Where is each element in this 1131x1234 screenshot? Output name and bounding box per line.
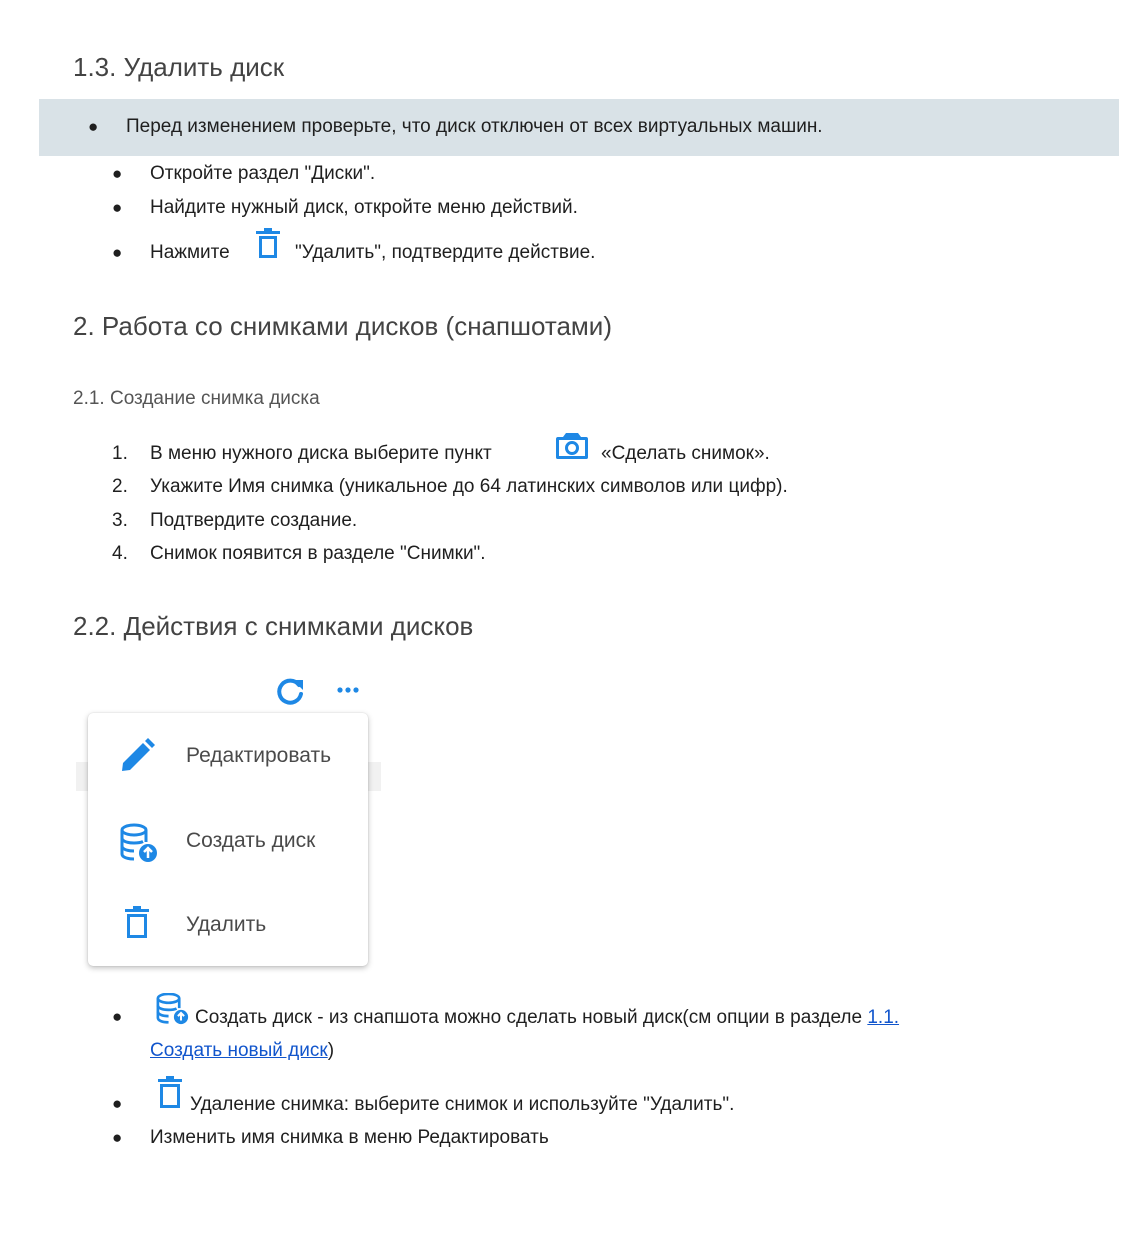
context-menu bbox=[88, 713, 368, 966]
bullet-dot: ● bbox=[112, 1128, 123, 1147]
item-select-snapshot: В меню нужного диска выберите пункт bbox=[150, 443, 492, 464]
bullet-create-disk-text-line2 bbox=[150, 1040, 334, 1062]
note-text: Перед изменением проверьте, что диск отключен от всех виртуальных машин. bbox=[126, 116, 823, 137]
link-section-1-1[interactable]: 1.1. bbox=[867, 1007, 900, 1028]
list-number: 1. bbox=[112, 443, 128, 464]
bullet-dot: ● bbox=[112, 1094, 123, 1113]
bullet-rename-text: Изменить имя снимка в меню Редактировать bbox=[150, 1127, 549, 1148]
bullet-delete-snapshot-text: Удаление снимка: выберите снимок и используйте "Удалить". bbox=[190, 1094, 735, 1115]
database-upload-icon bbox=[155, 993, 191, 1025]
item-confirm: Подтвердите создание. bbox=[150, 510, 358, 531]
bullet-dot: ● bbox=[112, 1007, 123, 1026]
bullet-dot: ● bbox=[112, 243, 123, 262]
trash-icon bbox=[124, 906, 150, 940]
item-snapshot-name: Укажите Имя снимка (уникальное до 64 латинских символов или цифр). bbox=[150, 476, 788, 497]
pencil-icon bbox=[118, 737, 156, 775]
bullet-create-disk-text bbox=[195, 1007, 899, 1029]
menu-item-edit-label[interactable]: Редактировать bbox=[186, 744, 332, 767]
more-horizontal-icon[interactable] bbox=[337, 686, 359, 694]
closing-paren: ) bbox=[327, 1040, 335, 1061]
bullet-dot: ● bbox=[112, 164, 123, 183]
section-1-3-title: 1.3. Удалить диск bbox=[73, 52, 285, 82]
step-press-label: Нажмите bbox=[150, 242, 230, 263]
list-number: 3. bbox=[112, 510, 128, 531]
bullet-create-disk-desc: Создать диск - из снапшота можно сделать новый диск(см опции в разделе bbox=[195, 1007, 868, 1028]
step-press-text: "Удалить", подтвердите действие. bbox=[295, 242, 596, 263]
item-snapshot-appears: Снимок появится в разделе "Снимки". bbox=[150, 543, 486, 564]
section-2-title: 2. Работа со снимками дисков (снапшотами) bbox=[73, 311, 612, 341]
link-create-new-disk[interactable]: Создать новый диск bbox=[150, 1040, 328, 1061]
menu-item-edit[interactable] bbox=[118, 737, 156, 775]
step-open-disks: Откройте раздел "Диски". bbox=[150, 163, 376, 184]
list-number: 2. bbox=[112, 476, 128, 497]
menu-item-delete-label[interactable]: Удалить bbox=[186, 913, 267, 936]
refresh-icon[interactable] bbox=[274, 676, 306, 708]
trash-icon bbox=[157, 1076, 183, 1110]
bullet-dot: ● bbox=[112, 198, 123, 217]
trash-icon bbox=[254, 228, 282, 260]
camera-icon bbox=[555, 431, 589, 461]
section-2-1-title: 2.1. Создание снимка диска bbox=[73, 388, 320, 409]
menu-item-create-disk[interactable] bbox=[119, 823, 159, 863]
section-2-2-title: 2.2. Действия с снимками дисков bbox=[73, 611, 474, 641]
step-find-disk: Найдите нужный диск, откройте меню действий. bbox=[150, 197, 578, 218]
database-upload-icon bbox=[119, 823, 159, 863]
item-make-snapshot-text: «Сделать снимок». bbox=[601, 443, 770, 464]
list-number: 4. bbox=[112, 543, 128, 564]
menu-item-create-disk-label[interactable]: Создать диск bbox=[186, 829, 316, 852]
menu-item-delete[interactable] bbox=[124, 906, 150, 940]
bullet-dot: ● bbox=[88, 117, 99, 136]
